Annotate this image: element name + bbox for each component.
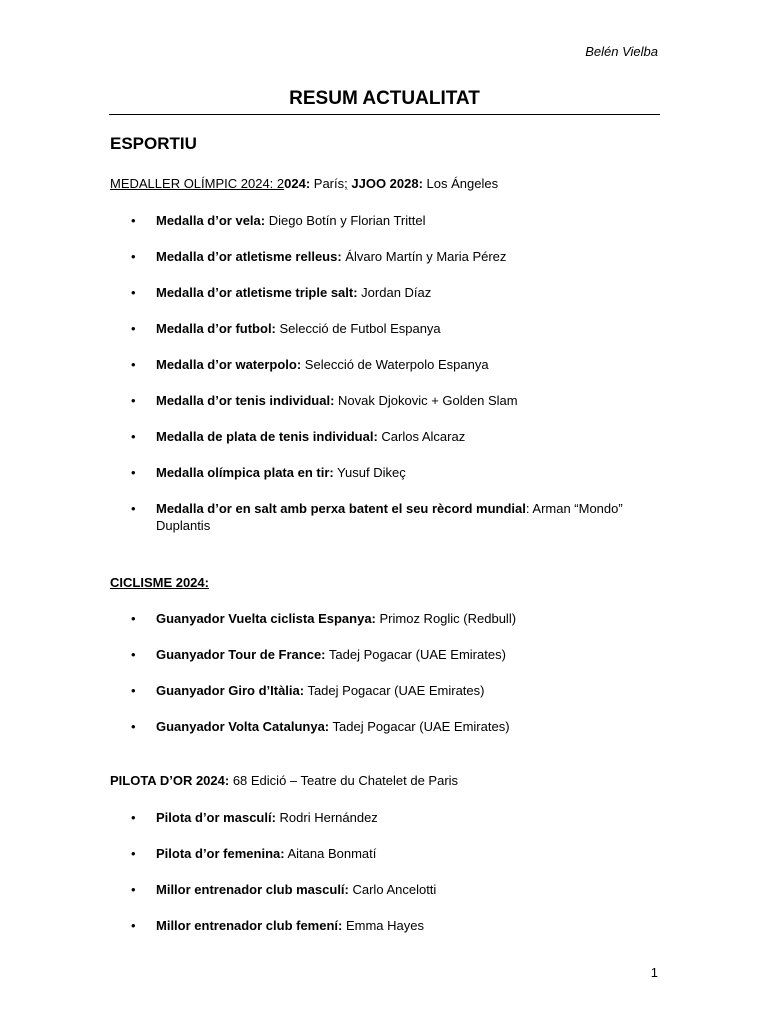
olympics-heading-underlined: MEDALLER OLÍMPIC 2024: 2: [110, 176, 285, 191]
item-value: Tadej Pogacar (UAE Emirates): [304, 683, 485, 698]
list-item: [131, 248, 661, 265]
olympics-heading-separator: ;: [344, 176, 348, 191]
bullet-icon: •: [131, 249, 136, 264]
list-item: [131, 212, 661, 229]
list-item: [131, 356, 661, 373]
item-label: Millor entrenador club femení:: [156, 918, 343, 933]
item-value: Primoz Roglic (Redbull): [375, 611, 517, 626]
item-value: Diego Botín y Florian Trittel: [265, 213, 426, 228]
bullet-icon: •: [131, 647, 136, 662]
item-label: Guanyador Tour de France:: [156, 647, 326, 662]
item-label: Medalla d’or tenis individual:: [156, 393, 335, 408]
olympics-heading-jjoo: JJOO 2028:: [347, 176, 423, 191]
list-item: [131, 718, 661, 735]
item-label: Guanyador Volta Catalunya:: [156, 719, 330, 734]
list-item: [131, 320, 661, 337]
bullet-icon: •: [131, 357, 136, 372]
list-item: [131, 428, 661, 445]
item-value: Rodri Hernández: [275, 810, 378, 825]
list-item: [131, 392, 661, 409]
list-item: [131, 646, 661, 663]
ballon-heading: [110, 773, 458, 788]
bullet-icon: •: [131, 719, 136, 734]
olympics-heading-year: 024:: [284, 176, 311, 191]
bullet-icon: •: [131, 213, 136, 228]
item-label: Medalla d’or waterpolo:: [156, 357, 302, 372]
page-title: RESUM ACTUALITAT: [109, 88, 660, 115]
item-value: Yusuf Dikeç: [333, 465, 406, 480]
list-item: [131, 284, 661, 301]
olympics-heading-city: París: [310, 176, 345, 191]
item-label: Pilota d’or femenina:: [156, 846, 285, 861]
item-value: : Arman “Mondo” Duplantis: [156, 501, 623, 533]
item-label: Medalla d’or atletisme relleus:: [156, 249, 342, 264]
item-label: Medalla olímpica plata en tir:: [156, 465, 334, 480]
item-label: Medalla de plata de tenis individual:: [156, 429, 378, 444]
list-item: [131, 500, 661, 534]
cycling-heading: [110, 575, 209, 590]
bullet-icon: •: [131, 683, 136, 698]
item-value: Álvaro Martín y Maria Pérez: [341, 249, 507, 264]
item-label: Pilota d’or masculí:: [156, 810, 276, 825]
bullet-icon: •: [131, 465, 136, 480]
item-value: Aitana Bonmatí: [284, 846, 377, 861]
item-label: Guanyador Vuelta ciclista Espanya:: [156, 611, 376, 626]
bullet-icon: •: [131, 882, 136, 897]
olympics-heading: [110, 176, 498, 191]
item-label: Medalla d’or en salt amb perxa batent el seu rècord mundial: [156, 501, 526, 516]
item-value: Novak Djokovic + Golden Slam: [334, 393, 518, 408]
item-value: Tadej Pogacar (UAE Emirates): [325, 647, 506, 662]
bullet-icon: •: [131, 846, 136, 861]
author-name: Belén Vielba: [585, 44, 658, 59]
item-label: Medalla d’or vela:: [156, 213, 266, 228]
bullet-icon: •: [131, 501, 136, 516]
item-value: Carlos Alcaraz: [377, 429, 466, 444]
list-item: [131, 917, 661, 934]
olympics-heading-la: Los Ángeles: [422, 176, 499, 191]
list-item: [131, 881, 661, 898]
bullet-icon: •: [131, 810, 136, 825]
bullet-icon: •: [131, 611, 136, 626]
list-item: [131, 682, 661, 699]
item-label: Medalla d’or atletisme triple salt:: [156, 285, 358, 300]
bullet-icon: •: [131, 321, 136, 336]
ballon-heading-bold: PILOTA D’OR 2024:: [110, 773, 230, 788]
olympics-list: [131, 212, 661, 534]
list-item: [131, 464, 661, 481]
list-item: [131, 845, 661, 862]
list-item: [131, 610, 661, 627]
item-value: Carlo Ancelotti: [348, 882, 437, 897]
page-number: 1: [650, 965, 658, 980]
item-value: Emma Hayes: [342, 918, 424, 933]
item-value: Selecció de Futbol Espanya: [275, 321, 441, 336]
bullet-icon: •: [131, 918, 136, 933]
ballon-list: [131, 809, 661, 934]
item-value: Selecció de Waterpolo Espanya: [301, 357, 489, 372]
item-label: Medalla d’or futbol:: [156, 321, 276, 336]
item-label: Guanyador Giro d’Itàlia:: [156, 683, 305, 698]
bullet-icon: •: [131, 285, 136, 300]
item-value: Tadej Pogacar (UAE Emirates): [329, 719, 510, 734]
item-value: Jordan Díaz: [357, 285, 432, 300]
section-title: ESPORTIU: [110, 134, 197, 153]
item-label: Millor entrenador club masculí:: [156, 882, 349, 897]
bullet-icon: •: [131, 429, 136, 444]
bullet-icon: •: [131, 393, 136, 408]
ballon-heading-rest: 68 Edició – Teatre du Chatelet de Paris: [229, 773, 459, 788]
list-item: [131, 809, 661, 826]
cycling-heading-text: CICLISME 2024:: [110, 575, 209, 590]
cycling-list: [131, 610, 661, 735]
